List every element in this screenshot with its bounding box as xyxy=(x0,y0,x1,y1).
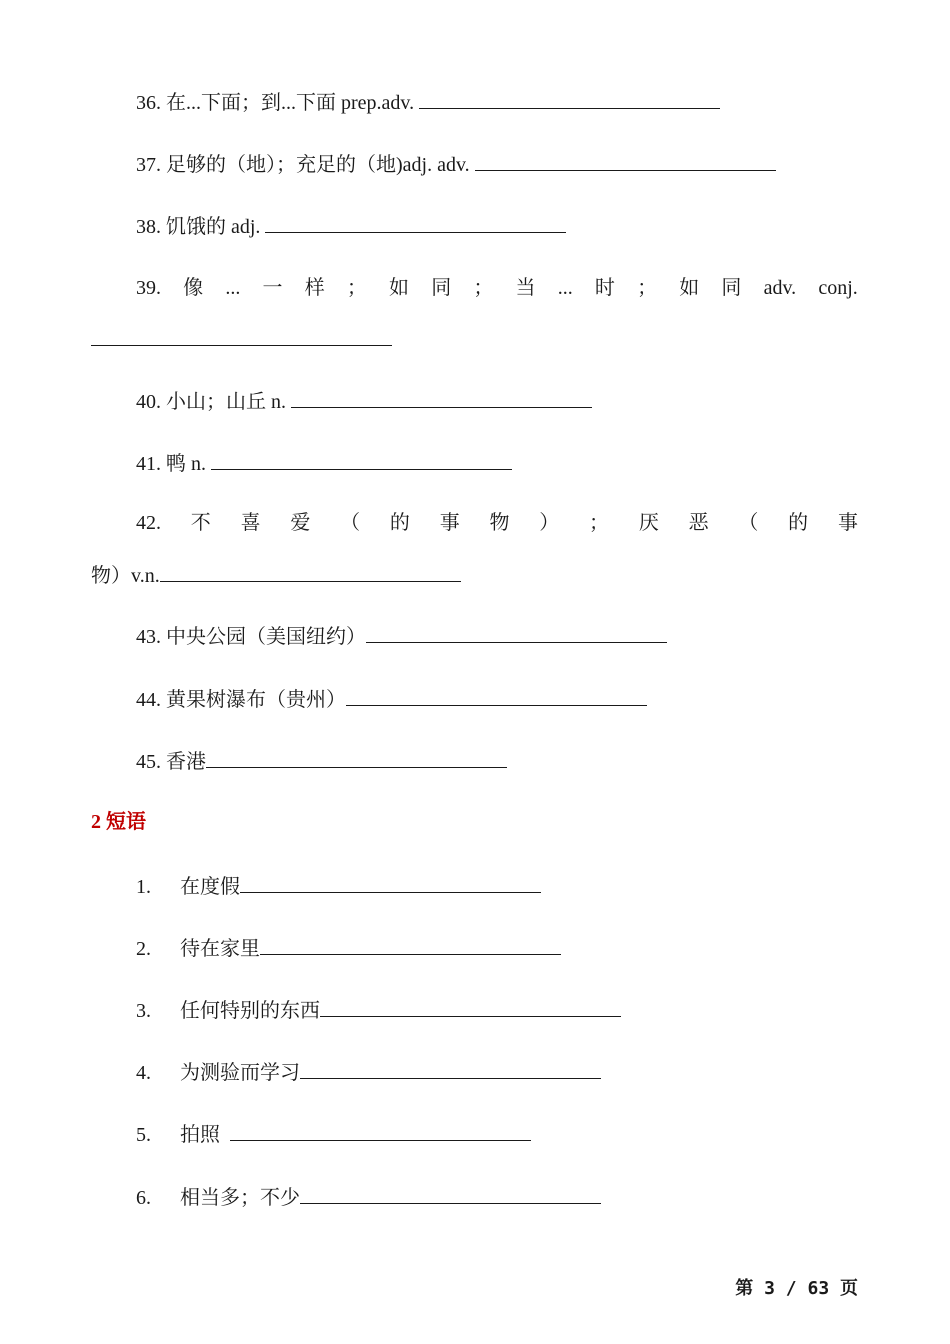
item-text: 小山；山丘 n. xyxy=(166,391,291,413)
answer-blank[interactable] xyxy=(91,325,392,346)
item-text: 为测验而学习 xyxy=(180,1062,300,1084)
phrase-item-1 xyxy=(136,872,541,900)
vocab-item-38 xyxy=(136,212,566,240)
token: 的 xyxy=(389,512,410,534)
token: 恶 xyxy=(688,512,709,534)
item-text: 在...下面；到...下面 prep.adv. xyxy=(166,92,420,114)
answer-blank[interactable] xyxy=(366,622,667,643)
token: 爱 xyxy=(290,512,311,534)
vocab-item-44 xyxy=(136,685,647,713)
phrase-item-6 xyxy=(136,1183,601,1211)
item-number: 36. xyxy=(136,92,161,114)
item-text: 任何特别的东西 xyxy=(180,1000,320,1022)
vocab-item-36 xyxy=(136,88,720,116)
phrase-item-4 xyxy=(136,1058,601,1086)
token: 同 xyxy=(431,277,452,299)
answer-blank[interactable] xyxy=(260,934,561,955)
token: 不 xyxy=(190,512,211,534)
answer-blank[interactable] xyxy=(211,449,512,470)
answer-blank[interactable] xyxy=(300,1058,601,1079)
token: ... xyxy=(557,277,573,299)
item-text: 鸭 n. xyxy=(166,453,211,475)
item-number: 37. xyxy=(136,154,161,176)
item-number: 6. xyxy=(136,1187,151,1209)
answer-blank[interactable] xyxy=(230,1120,531,1141)
token: ； xyxy=(637,277,658,299)
vocab-item-42 xyxy=(136,510,858,536)
vocab-item-40 xyxy=(136,387,592,415)
token: ... xyxy=(225,277,241,299)
answer-blank[interactable] xyxy=(160,561,461,582)
item-text: 拍照 xyxy=(180,1124,230,1146)
phrase-item-2 xyxy=(136,934,561,962)
token: （ xyxy=(340,512,361,534)
phrase-item-5 xyxy=(136,1120,531,1148)
answer-blank[interactable] xyxy=(240,872,541,893)
page-indicator: 第 3 / 63 页 xyxy=(735,1278,858,1299)
item-number: 40. xyxy=(136,391,161,413)
token: 事 xyxy=(439,512,460,534)
token: 厌 xyxy=(638,512,659,534)
item-number: 45. xyxy=(136,751,161,773)
item-number: 4. xyxy=(136,1062,151,1084)
item-number: 41. xyxy=(136,453,161,475)
item-text: 在度假 xyxy=(180,876,240,898)
section-title: 2 短语 xyxy=(91,811,146,833)
answer-blank[interactable] xyxy=(265,212,566,233)
item-number: 2. xyxy=(136,938,151,960)
token: 同 xyxy=(721,277,742,299)
item-text: 相当多；不少 xyxy=(180,1187,300,1209)
token: 如 xyxy=(679,277,700,299)
vocab-item-42-continuation xyxy=(91,561,461,589)
answer-blank[interactable] xyxy=(291,387,592,408)
item-number: 38. xyxy=(136,216,161,238)
token: 一 xyxy=(262,277,283,299)
token: 当 xyxy=(515,277,536,299)
answer-blank[interactable] xyxy=(300,1183,601,1204)
item-text: 黄果树瀑布（贵州） xyxy=(166,689,346,711)
vocab-item-41 xyxy=(136,449,512,477)
item-text: 待在家里 xyxy=(180,938,260,960)
item-number: 3. xyxy=(136,1000,151,1022)
token: 时 xyxy=(594,277,615,299)
token: 喜 xyxy=(240,512,261,534)
phrase-item-3 xyxy=(136,996,621,1024)
item-number: 1. xyxy=(136,876,151,898)
vocab-item-39-continuation xyxy=(91,325,392,353)
token: 像 xyxy=(183,277,204,299)
answer-blank[interactable] xyxy=(475,150,776,171)
item-number: 42. xyxy=(136,512,161,534)
token: ； xyxy=(589,512,610,534)
item-text: 饥饿的 adj. xyxy=(166,216,266,238)
token: ； xyxy=(473,277,494,299)
item-number: 43. xyxy=(136,626,161,648)
token: 样 xyxy=(304,277,325,299)
item-number: 39. xyxy=(136,277,161,299)
token: adv. xyxy=(763,277,797,299)
item-text: 香港 xyxy=(166,751,206,773)
vocab-item-45 xyxy=(136,747,507,775)
token: ； xyxy=(346,277,367,299)
token: conj. xyxy=(818,277,858,299)
answer-blank[interactable] xyxy=(320,996,621,1017)
token: 的 xyxy=(788,512,809,534)
item-text: 中央公园（美国纽约） xyxy=(166,626,366,648)
token: （ xyxy=(738,512,759,534)
vocab-item-43 xyxy=(136,622,667,650)
item-text: 足够的（地）；充足的（地)adj. adv. xyxy=(166,154,475,176)
answer-blank[interactable] xyxy=(419,88,720,109)
token: ） xyxy=(539,512,560,534)
token: 物 xyxy=(489,512,510,534)
vocab-item-39 xyxy=(136,275,858,301)
token: 事 xyxy=(837,512,858,534)
answer-blank[interactable] xyxy=(206,747,507,768)
vocab-item-37 xyxy=(136,150,776,178)
item-number: 44. xyxy=(136,689,161,711)
item-text: 物）v.n. xyxy=(91,565,160,587)
item-number: 5. xyxy=(136,1124,151,1146)
token: 如 xyxy=(389,277,410,299)
answer-blank[interactable] xyxy=(346,685,647,706)
